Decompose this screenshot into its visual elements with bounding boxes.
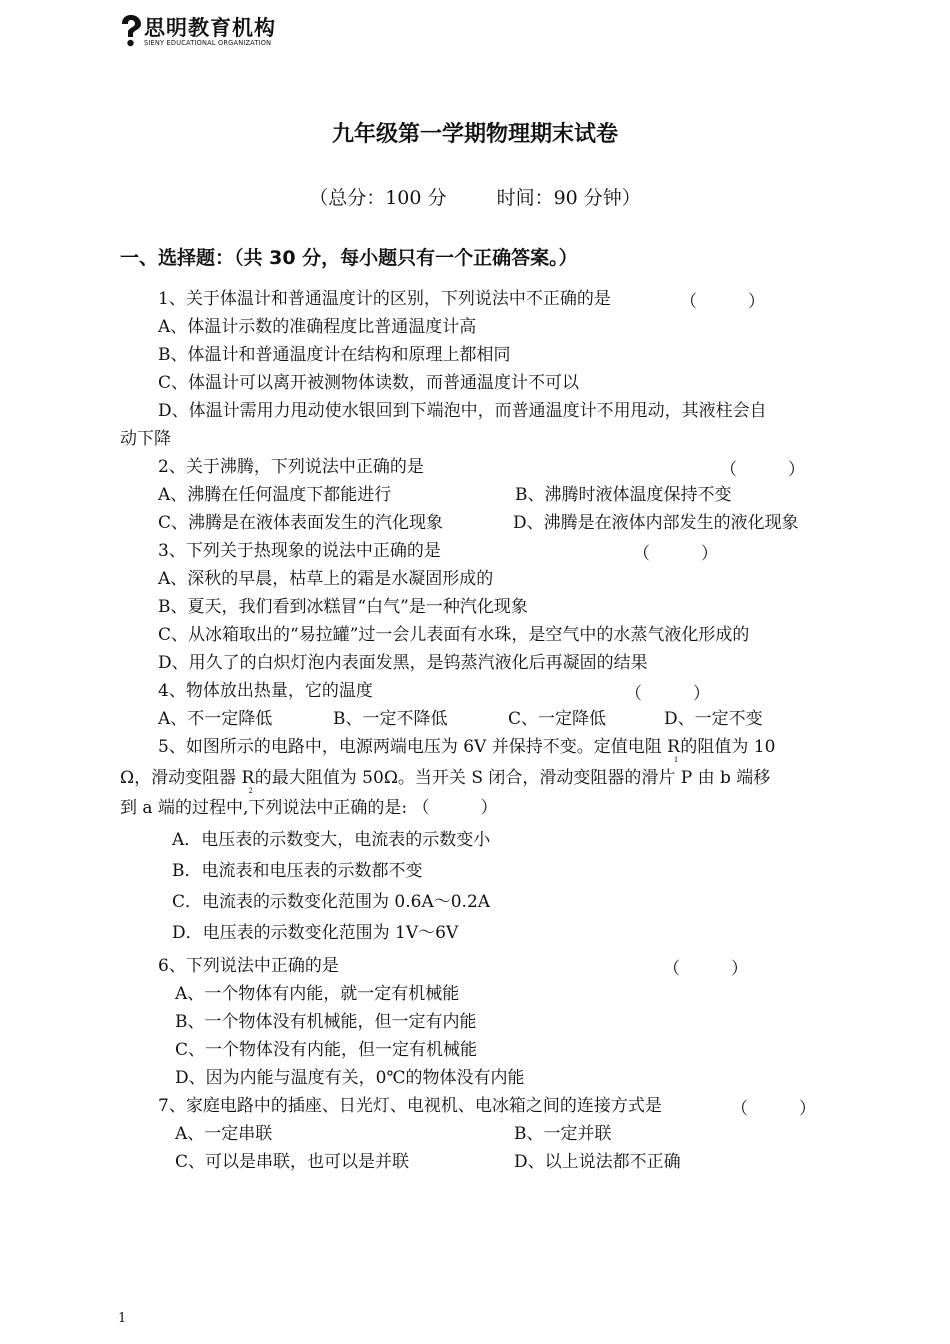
- q7-stem: 7、家庭电路中的插座、日光灯、电视机、电冰箱之间的连接方式是: [158, 1096, 662, 1116]
- q2-option-c: C、沸腾是在液体表面发生的汽化现象: [158, 513, 444, 533]
- q1-stem: 1、关于体温计和普通温度计的区别，下列说法中不正确的是: [158, 289, 611, 309]
- q7-answer-paren: （ ）: [731, 1099, 816, 1119]
- q4-stem: 4、物体放出热量，它的温度: [158, 681, 373, 701]
- q5-option-c: C．电流表的示数变化范围为 0.6A～0.2A: [172, 892, 491, 912]
- q2-answer-paren: （ ）: [720, 460, 805, 480]
- q6-option-b: B、一个物体没有机械能，但一定有内能: [175, 1012, 477, 1032]
- q6-stem: 6、下列说法中正确的是: [158, 956, 339, 976]
- exam-time: 时间：90 分钟）: [496, 187, 641, 209]
- q5-stem-line3: 到 a 端的过程中,下列说法中正确的是: （ ）: [120, 798, 498, 818]
- q3-answer-paren: （ ）: [633, 544, 718, 564]
- q3-option-c: C、从冰箱取出的“易拉罐”过一会儿表面有水珠，是空气中的水蒸气液化形成的: [158, 625, 750, 645]
- q2-stem: 2、关于沸腾，下列说法中正确的是: [158, 457, 424, 477]
- q3-stem: 3、下列关于热现象的说法中正确的是: [158, 541, 441, 561]
- exam-title: 九年级第一学期物理期末试卷: [331, 122, 618, 147]
- q4-option-d: D、一定不变: [664, 709, 763, 729]
- q7-option-b: B、一定并联: [514, 1124, 612, 1144]
- page-number: 1: [118, 1311, 127, 1326]
- q6-option-a: A、一个物体有内能，就一定有机械能: [175, 984, 460, 1004]
- q4-option-c: C、一定降低: [508, 709, 607, 729]
- q1-option-b: B、体温计和普通温度计在结构和原理上都相同: [158, 345, 511, 365]
- q5-stem-line2: Ω，滑动变阻器 $R_2$的最大阻值为 50Ω。当开关 S 闭合，滑动变阻器的滑片 P 由 b 端移: [120, 768, 771, 795]
- q5-option-a: A．电压表的示数变大，电流表的示数变小: [172, 830, 491, 850]
- logo-name-cn: 思明教育机构: [144, 16, 276, 40]
- q6-option-d: D、因为内能与温度有关，0℃的物体没有内能: [175, 1068, 525, 1088]
- organization-logo: [118, 14, 294, 48]
- q1-answer-paren: （ ）: [680, 292, 765, 312]
- q6-option-c: C、一个物体没有内能，但一定有机械能: [175, 1040, 478, 1060]
- q1-option-d-cont: 动下降: [120, 429, 171, 449]
- q4-option-b: B、一定不降低: [333, 709, 448, 729]
- logo-name-en: SIENY EDUCATIONAL ORGANIZATION: [144, 39, 272, 47]
- q3-option-a: A、深秋的早晨，枯草上的霜是水凝固形成的: [158, 569, 494, 589]
- q3-option-b: B、夏天，我们看到冰糕冒“白气”是一种汽化现象: [158, 597, 528, 617]
- q1-option-a: A、体温计示数的准确程度比普通温度计高: [158, 317, 477, 337]
- q5-option-b: B．电流表和电压表的示数都不变: [172, 861, 423, 881]
- q2-option-a: A、沸腾在任何温度下都能进行: [158, 485, 392, 505]
- q4-option-a: A、不一定降低: [158, 709, 273, 729]
- total-score: （总分：100 分: [309, 187, 447, 209]
- exam-subtitle: [0, 183, 950, 210]
- q6-answer-paren: （ ）: [663, 959, 748, 979]
- q1-option-d: D、体温计需用力甩动使水银回到下端泡中，而普通温度计不用甩动，其液柱会自: [158, 401, 767, 421]
- q3-option-d: D、用久了的白炽灯泡内表面发黑，是钨蒸汽液化后再凝固的结果: [158, 653, 648, 673]
- q5-stem-line1: 5、如图所示的电路中，电源两端电压为 6V 并保持不变。定值电阻 $R_1$的阻值为 10: [158, 737, 776, 764]
- section-heading: 一、选择题：（共 30 分，每小题只有一个正确答案。）: [120, 247, 578, 269]
- q5-option-d: D．电压表的示数变化范围为 1V～6V: [172, 923, 459, 943]
- q1-option-c: C、体温计可以离开被测物体读数，而普通温度计不可以: [158, 373, 580, 393]
- q7-option-d: D、以上说法都不正确: [514, 1152, 681, 1172]
- q7-option-c: C、可以是串联，也可以是并联: [175, 1152, 410, 1172]
- q7-option-a: A、一定串联: [175, 1124, 273, 1144]
- question-mark-logo-icon: [118, 14, 144, 48]
- q2-option-d: D、沸腾是在液体内部发生的液化现象: [513, 513, 799, 533]
- q4-answer-paren: （ ）: [625, 684, 710, 704]
- q2-option-b: B、沸腾时液体温度保持不变: [515, 485, 732, 505]
